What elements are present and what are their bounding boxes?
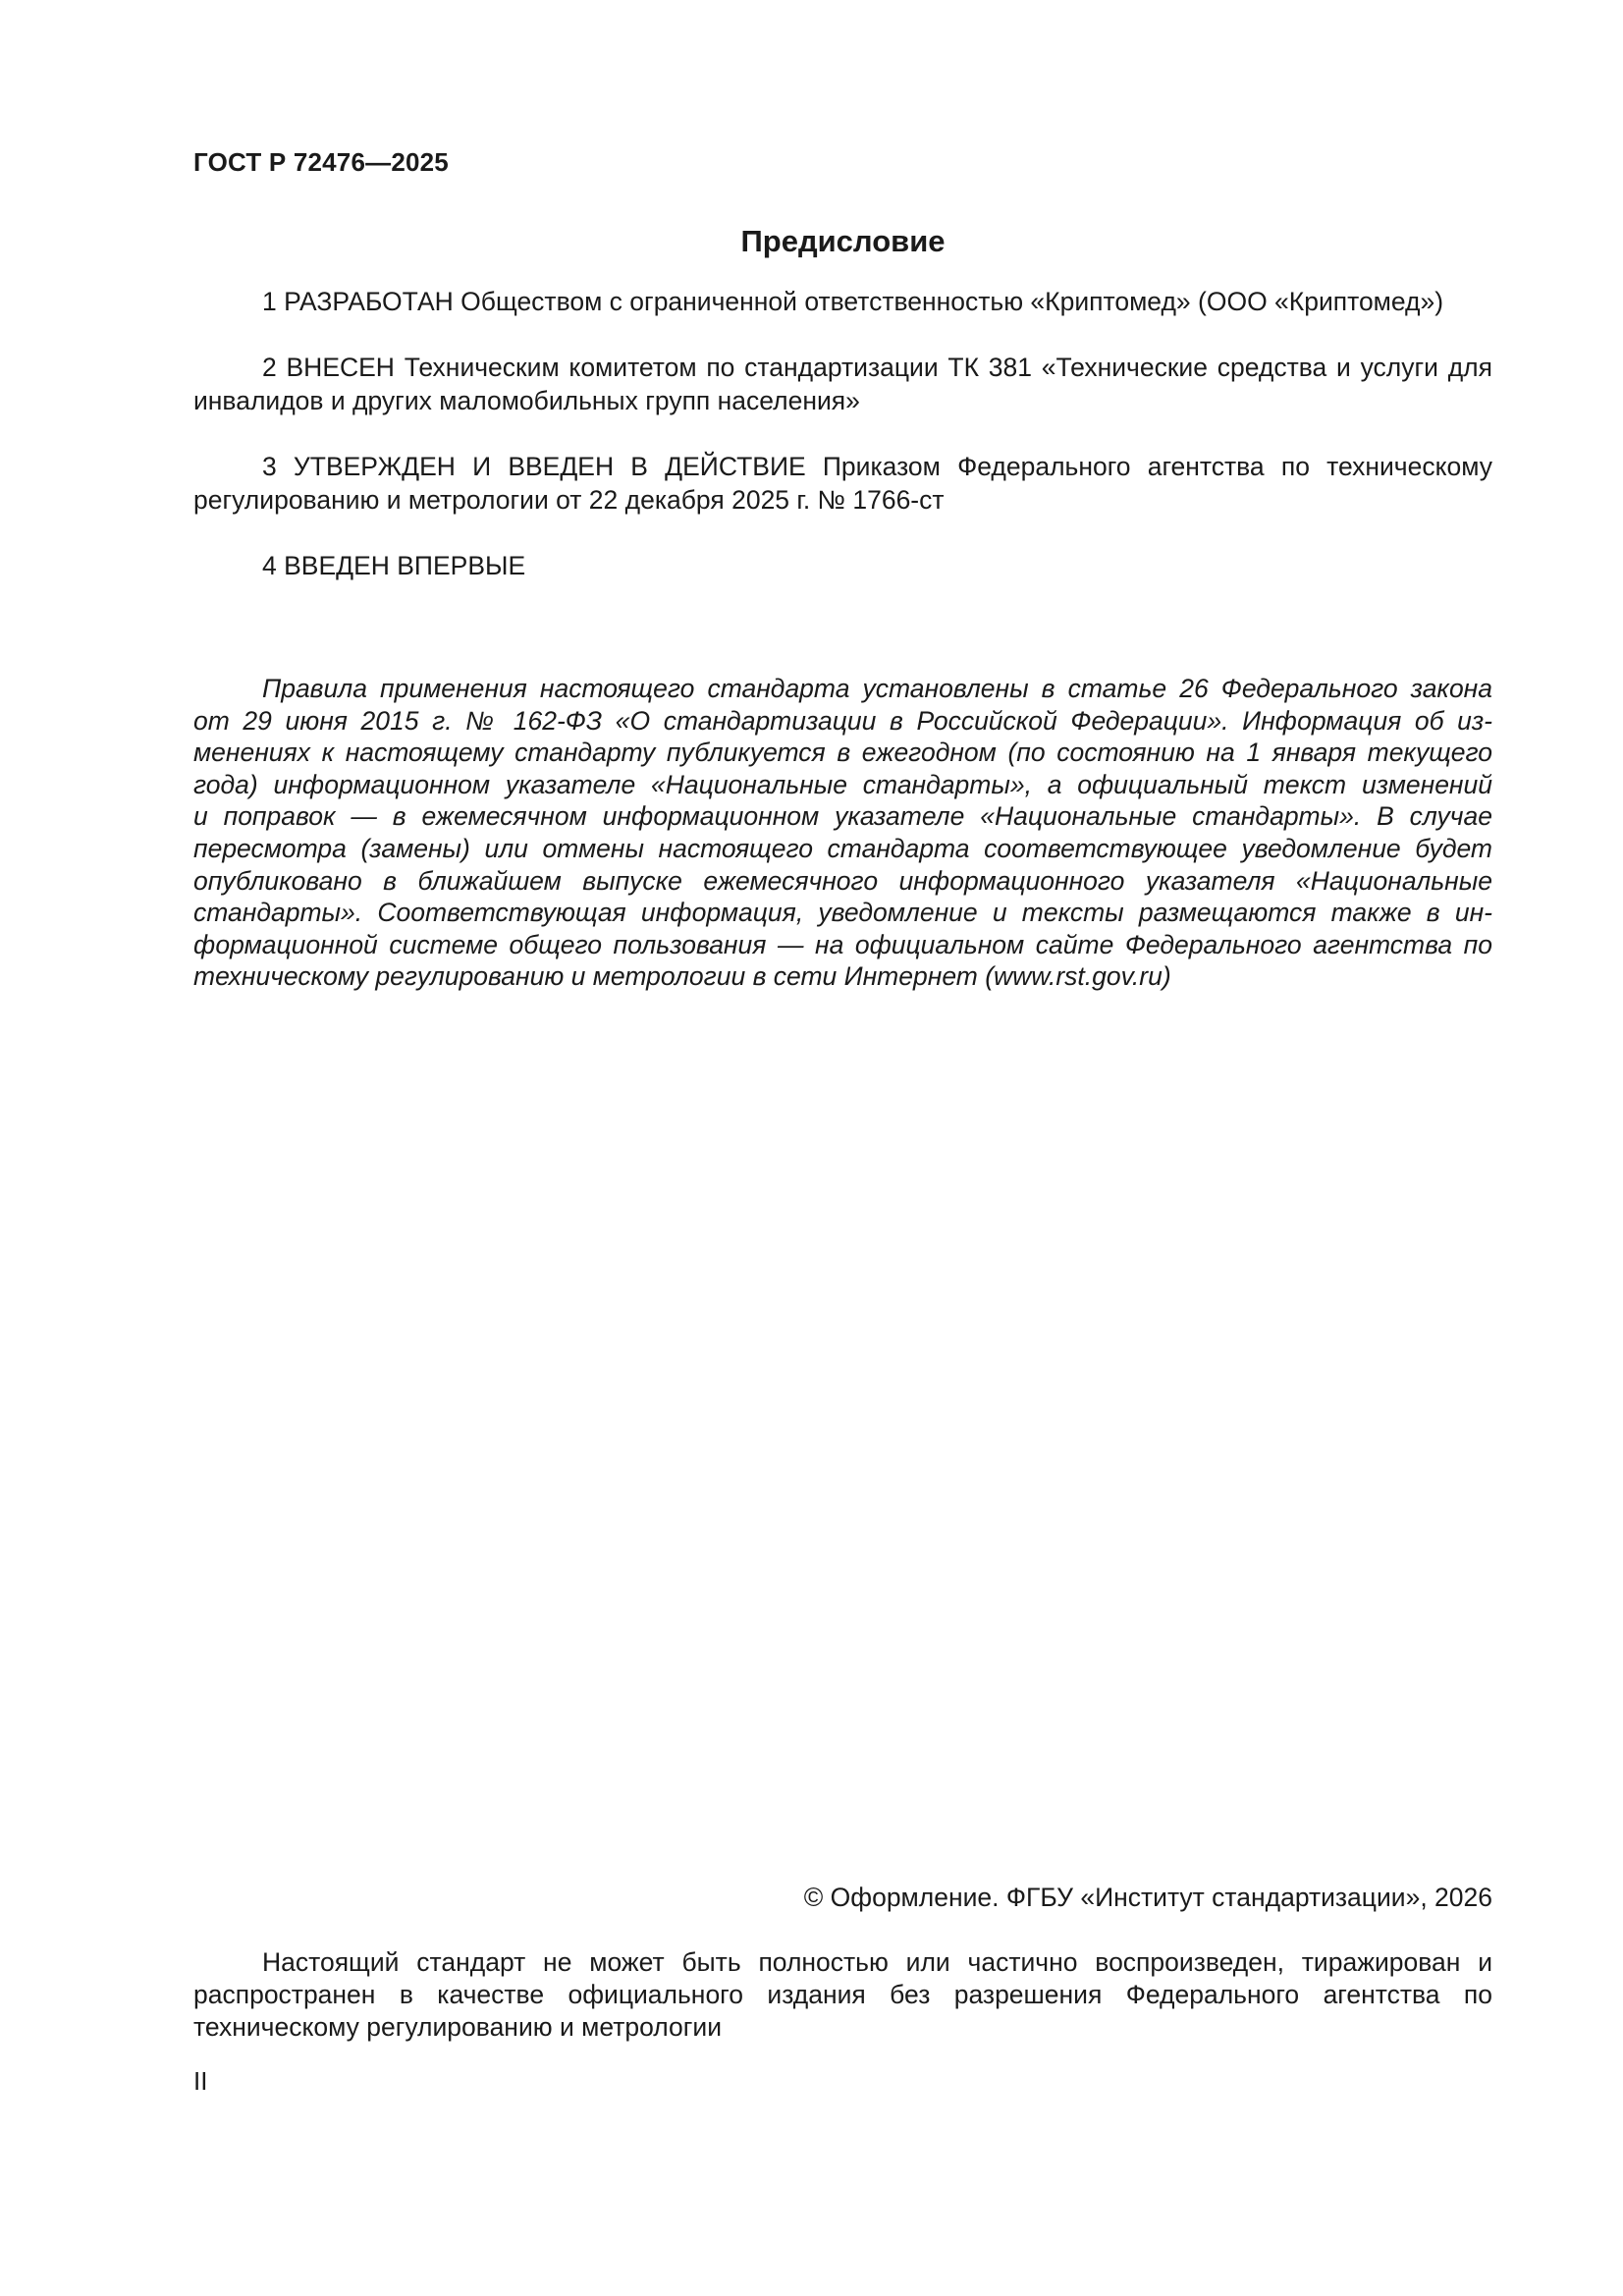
notice-line: от 29 июня 2015 г. № 162-ФЗ «О стандартизации в Российской Федерации». Информация об из-	[193, 705, 1492, 736]
page-number: II	[193, 2066, 208, 2096]
notice-line: формационной системе общего пользования — на официальном сайте Федерального агентства по	[193, 929, 1492, 959]
copyright-line: © Оформление. ФГБУ «Институт стандартизации», 2026	[803, 1883, 1492, 1912]
reproduction-notice: Настоящий стандарт не может быть полностью или частично воспроизведен, тиражирован и распространен в качестве официального издания без разрешения Федерального агентства по техническому регулированию и метрологии	[193, 1947, 1492, 2042]
notice-line: стандарты». Соответствующая информация, уведомление и тексты размещаются также в ин-	[193, 898, 1492, 928]
notice-line: пересмотра (замены) или отмены настоящего стандарта соответствующее уведомление будет	[193, 833, 1492, 863]
notice-line: менениях к настоящему стандарту публикуется в ежегодном (по состоянию на 1 января текущего	[193, 738, 1492, 768]
preface-title: Предисловие	[740, 224, 946, 258]
notice-line: опубликовано в ближайшем выпуске ежемесячного информационного указателя «Национальные	[193, 865, 1492, 896]
preface-item-developed: 1 РАЗРАБОТАН Обществом с ограниченной ответственностью «Криптомед» (ООО «Криптомед»)	[262, 287, 1444, 316]
standard-code: ГОСТ Р 72476—2025	[193, 147, 449, 177]
preface-item-introduced: 2 ВНЕСЕН Техническим комитетом по стандартизации ТК 381 «Технические средства и услуги для инвалидов и других маломобильных групп населения»	[193, 353, 1492, 415]
preface-items	[193, 285, 1492, 615]
application-rules-notice	[193, 673, 1492, 993]
notice-line: техническому регулированию и метрологии в сети Интернет (www.rst.gov.ru)	[193, 961, 1171, 992]
notice-line: года) информационном указателе «Национальные стандарты», а официальный текст изменений	[193, 769, 1492, 799]
preface-item-first-time: 4 ВВЕДЕН ВПЕРВЫЕ	[262, 551, 526, 580]
preface-item-approved: 3 УТВЕРЖДЕН И ВВЕДЕН В ДЕЙСТВИЕ Приказом Федерального агентства по техническому регулированию и метрологии от 22 декабря 2025 г. № 1766-ст	[193, 452, 1492, 515]
notice-line: Правила применения настоящего стандарта установлены в статье 26 Федерального закона	[262, 674, 1492, 703]
notice-line: и поправок — в ежемесячном информационном указателе «Национальные стандарты». В случае	[193, 801, 1492, 832]
